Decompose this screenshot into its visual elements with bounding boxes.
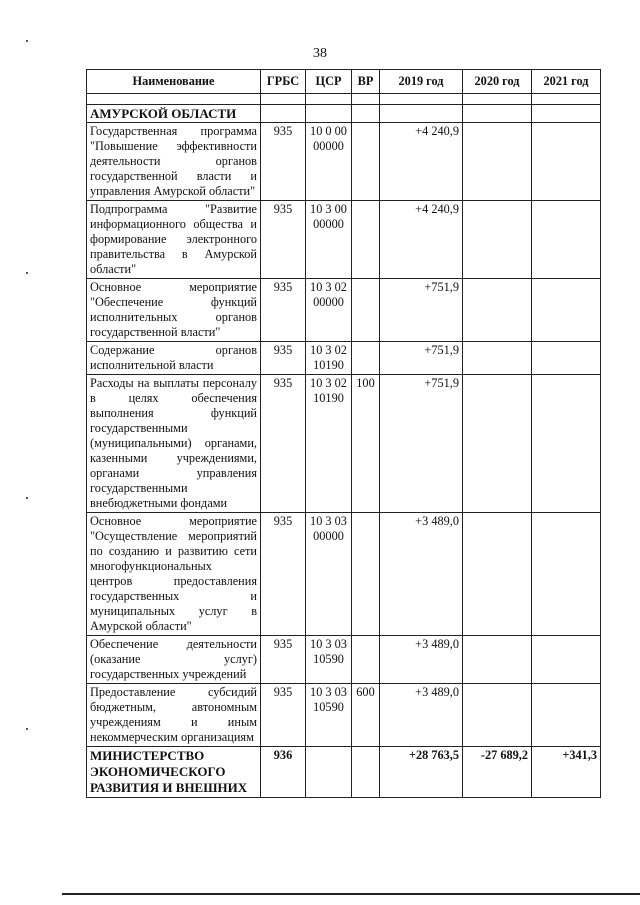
table-row: [87, 684, 601, 747]
header-2020: 2020 год: [463, 70, 532, 94]
row-grbs: 935: [261, 513, 306, 636]
header-2021: 2021 год: [532, 70, 601, 94]
table-header: [87, 70, 601, 94]
table-row: [87, 636, 601, 684]
header-vr: ВР: [352, 70, 380, 94]
row-grbs: 935: [261, 636, 306, 684]
scan-dot: [26, 728, 28, 730]
row-2021: [532, 375, 601, 513]
scan-dot: [26, 40, 28, 42]
row-csr: [306, 105, 352, 123]
row-grbs: 935: [261, 342, 306, 375]
row-2019: +751,9: [380, 375, 463, 513]
row-csr: 10 0 00 00000: [306, 123, 352, 201]
row-2021: [532, 342, 601, 375]
row-2019: +4 240,9: [380, 123, 463, 201]
row-2021: [532, 123, 601, 201]
row-2021: [532, 105, 601, 123]
row-csr: 10 3 03 10590: [306, 684, 352, 747]
row-2019: +3 489,0: [380, 513, 463, 636]
row-csr: 10 3 02 00000: [306, 279, 352, 342]
row-2020: [463, 201, 532, 279]
row-vr: [352, 201, 380, 279]
table-body: [87, 94, 601, 798]
row-2019: +3 489,0: [380, 684, 463, 747]
row-grbs: 935: [261, 123, 306, 201]
row-name: Предоставление субсидий бюджетным, автономным учреждениям и иным некоммерческим организациям: [87, 684, 261, 747]
row-2019: +28 763,5: [380, 747, 463, 798]
row-grbs: 936: [261, 747, 306, 798]
row-2020: [463, 636, 532, 684]
table-row: [87, 342, 601, 375]
row-vr: [352, 513, 380, 636]
row-name: Расходы на выплаты персоналу в целях обеспечения выполнения функций государственными (муниципальными) органами, казенными учреждениями, органами управления государственными внебюджетными фондами: [87, 375, 261, 513]
row-vr: [352, 636, 380, 684]
table-row: [87, 201, 601, 279]
table-row: [87, 747, 601, 798]
row-grbs: 935: [261, 684, 306, 747]
row-csr: 10 3 02 10190: [306, 342, 352, 375]
row-2020: [463, 513, 532, 636]
row-2021: [532, 279, 601, 342]
row-vr: 100: [352, 375, 380, 513]
row-2019: [380, 105, 463, 123]
row-2019: +751,9: [380, 342, 463, 375]
row-name: МИНИСТЕРСТВО ЭКОНОМИЧЕСКОГО РАЗВИТИЯ И ВНЕШНИХ: [87, 747, 261, 798]
row-vr: [352, 747, 380, 798]
header-2019: 2019 год: [380, 70, 463, 94]
row-vr: [352, 279, 380, 342]
row-2020: [463, 375, 532, 513]
row-vr: [352, 342, 380, 375]
row-2019: +4 240,9: [380, 201, 463, 279]
row-2021: [532, 201, 601, 279]
budget-table: [86, 69, 601, 798]
row-name: Подпрограмма "Развитие информационного общества и формирование электронного правительства в Амурской области": [87, 201, 261, 279]
header-grbs: ГРБС: [261, 70, 306, 94]
row-name: Обеспечение деятельности (оказание услуг) государственных учреждений: [87, 636, 261, 684]
row-vr: [352, 123, 380, 201]
row-2021: +341,3: [532, 747, 601, 798]
row-csr: 10 3 02 10190: [306, 375, 352, 513]
page-bottom-rule: [62, 893, 640, 895]
spacer-row: [87, 94, 601, 105]
row-grbs: 935: [261, 201, 306, 279]
table-row: [87, 375, 601, 513]
row-csr: [306, 747, 352, 798]
row-2021: [532, 513, 601, 636]
row-name: Государственная программа "Повышение эффективности деятельности органов государственной власти и управления Амурской области": [87, 123, 261, 201]
row-2019: +751,9: [380, 279, 463, 342]
table-row: [87, 513, 601, 636]
row-2021: [532, 684, 601, 747]
row-grbs: 935: [261, 375, 306, 513]
row-2020: [463, 123, 532, 201]
row-2020: [463, 105, 532, 123]
row-name: Основное мероприятие "Осуществление мероприятий по созданию и развитию сети многофункциональных центров предоставления государственных и муниципальных услуг в Амурской области": [87, 513, 261, 636]
row-2020: [463, 279, 532, 342]
row-name: Содержание органов исполнительной власти: [87, 342, 261, 375]
row-vr: 600: [352, 684, 380, 747]
page-number: 38: [313, 46, 327, 61]
row-csr: 10 3 03 00000: [306, 513, 352, 636]
header-csr: ЦСР: [306, 70, 352, 94]
row-grbs: 935: [261, 279, 306, 342]
row-name: АМУРСКОЙ ОБЛАСТИ: [87, 105, 261, 123]
row-2020: -27 689,2: [463, 747, 532, 798]
scan-dot: [26, 272, 28, 274]
row-csr: 10 3 03 10590: [306, 636, 352, 684]
row-vr: [352, 105, 380, 123]
scan-dot: [26, 497, 28, 499]
table-row: [87, 279, 601, 342]
table-row: [87, 105, 601, 123]
row-2019: +3 489,0: [380, 636, 463, 684]
row-2020: [463, 342, 532, 375]
row-2020: [463, 684, 532, 747]
table-row: [87, 123, 601, 201]
row-grbs: [261, 105, 306, 123]
header-name: Наименование: [87, 70, 261, 94]
row-2021: [532, 636, 601, 684]
row-name: Основное мероприятие "Обеспечение функций исполнительных органов государственной власти": [87, 279, 261, 342]
row-csr: 10 3 00 00000: [306, 201, 352, 279]
